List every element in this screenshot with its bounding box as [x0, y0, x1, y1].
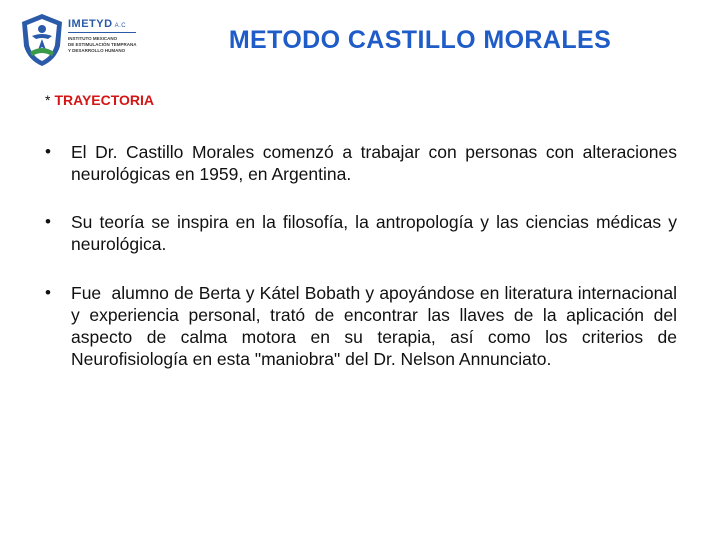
shield-emblem-icon	[18, 12, 66, 68]
bullet-list	[45, 141, 682, 396]
logo-text-line: Y DESARROLLO HUMANO	[68, 48, 126, 53]
list-item-text: El Dr. Castillo Morales comenzó a trabajar con personas con alteraciones neurológicas en 1959, en Argentina.	[71, 142, 677, 184]
logo-divider	[68, 32, 136, 33]
list-item	[45, 282, 682, 370]
subtitle-label: TRAYECTORIA	[54, 92, 155, 108]
list-item	[45, 211, 677, 255]
bullet-icon: •	[45, 212, 51, 231]
section-subtitle	[45, 92, 154, 108]
list-item	[45, 141, 677, 185]
slide-title: METODO CASTILLO MORALES	[228, 26, 612, 54]
bullet-icon: •	[45, 283, 51, 302]
list-item-text: Su teoría se inspira en la filosofía, la antropología y las ciencias médicas y neurológica.	[71, 212, 677, 254]
logo-brand: IMETYD A.C	[68, 18, 127, 30]
bullet-icon: •	[45, 142, 51, 161]
logo-text-line: DE ESTIMULACIÓN TEMPRANA	[68, 42, 137, 47]
list-item-text: Fue alumno de Berta y Kátel Bobath y apoyándose en literatura internacional y experiencia personal, trató de encontrar las llaves de la aplicación del aspecto de calma motora en su terapia, así como los criterios de Neurofisiología en esta "maniobra" del Dr. Nelson Annunciato.	[71, 283, 682, 369]
subtitle-asterisk: *	[45, 92, 51, 108]
logo-text-line: INSTITUTO MEXICANO	[68, 36, 118, 41]
